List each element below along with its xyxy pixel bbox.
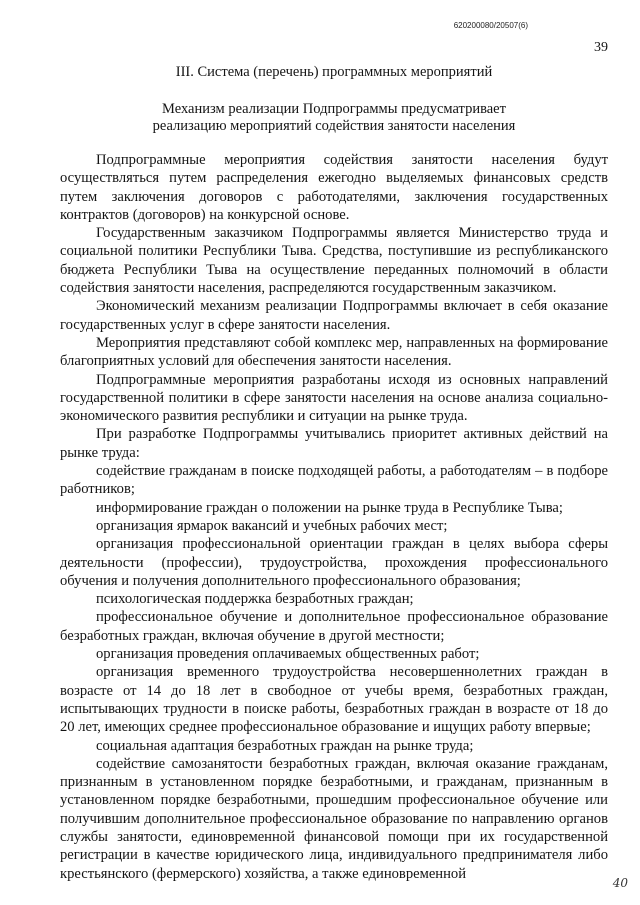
paragraph: Подпрограммные мероприятия содействия занятости населения будут осуществляться путем распределения ежегодно выделяемых финансовых средств путем заключения договоров с работодателями, заключения государственных контрактов (договоров) на конкурсной основе. (60, 152, 608, 223)
handwritten-page-number: 40 (612, 876, 628, 890)
list-item: организация временного трудоустройства несовершеннолетних граждан в возрасте от 14 до 18 лет в свободное от учебы время, безработных граждан, испытывающих трудности в поиске работы, безработных граждан в возрасте от 18 до 20 лет, имеющих среднее профессиональное образование и ищущих работу впервые; (60, 664, 608, 736)
paragraph: Подпрограммные мероприятия разработаны исходя из основных направлений государственной политики в сфере занятости населения на основе анализа социально-экономического развития республики и ситуации на рынке труда. (60, 371, 608, 425)
subtitle-line: реализацию мероприятий содействия занятости населения (152, 118, 516, 134)
list-item: профессиональное обучение и дополнительное профессиональное образование безработных граждан, включая обучение в другой местности; (60, 609, 608, 644)
list-item: содействие гражданам в поиске подходящей работы, а работодателям – в подборе работников; (60, 463, 608, 498)
list-item: организация проведения оплачиваемых общественных работ; (96, 646, 480, 663)
list-item: организация профессиональной ориентации граждан в целях выбора сферы деятельности (профессии), трудоустройства, прохождения профессионального обучения и получения дополнительного профессионального образования; (60, 536, 608, 589)
page-number: 39 (594, 40, 608, 55)
list-item: содействие самозанятости безработных граждан, включая оказание гражданам, признанным в установленном порядке безработными, и гражданам, признанным в установленном порядке безработными, прошедшим профессиональное обучение или получившим дополнительное профессиональное образование по направлению органов службы занятости, единовременной финансовой помощи при их государственной регистрации в качестве юридического лица, индивидуального предпринимателя либо крестьянского (фермерского) хозяйства, а также единовременной (60, 755, 608, 882)
body-text (60, 151, 608, 883)
list-item: социальная адаптация безработных граждан на рынке труда; (96, 737, 474, 754)
paragraph: Мероприятия представляют собой комплекс мер, направленных на формирование благоприятных условий для обеспечения занятости населения. (60, 334, 608, 370)
document-code: 620200080/20507(6) (453, 21, 528, 30)
list-item: информирование граждан о положении на рынке труда в Республике Тыва; (96, 499, 563, 516)
paragraph: Государственным заказчиком Подпрограммы является Министерство труда и социальной политики Республики Тыва. Средства, поступившие из республиканского бюджета Республики Тыва на осуществление переданных полномочий в области содействия занятости населения, распределяются государственным заказчиком. (60, 225, 608, 297)
list-item: организация ярмарок вакансий и учебных рабочих мест; (96, 517, 448, 534)
section-title: III. Система (перечень) программных мероприятий (175, 64, 493, 80)
subtitle-line: Механизм реализации Подпрограммы предусматривает (162, 101, 506, 117)
paragraph: При разработке Подпрограммы учитывались приоритет активных действий на рынке труда: (60, 426, 608, 461)
paragraph: Экономический механизм реализации Подпрограммы включает в себя оказание государственных услуг в сфере занятости населения. (60, 298, 608, 333)
list-item: психологическая поддержка безработных граждан; (96, 591, 414, 608)
